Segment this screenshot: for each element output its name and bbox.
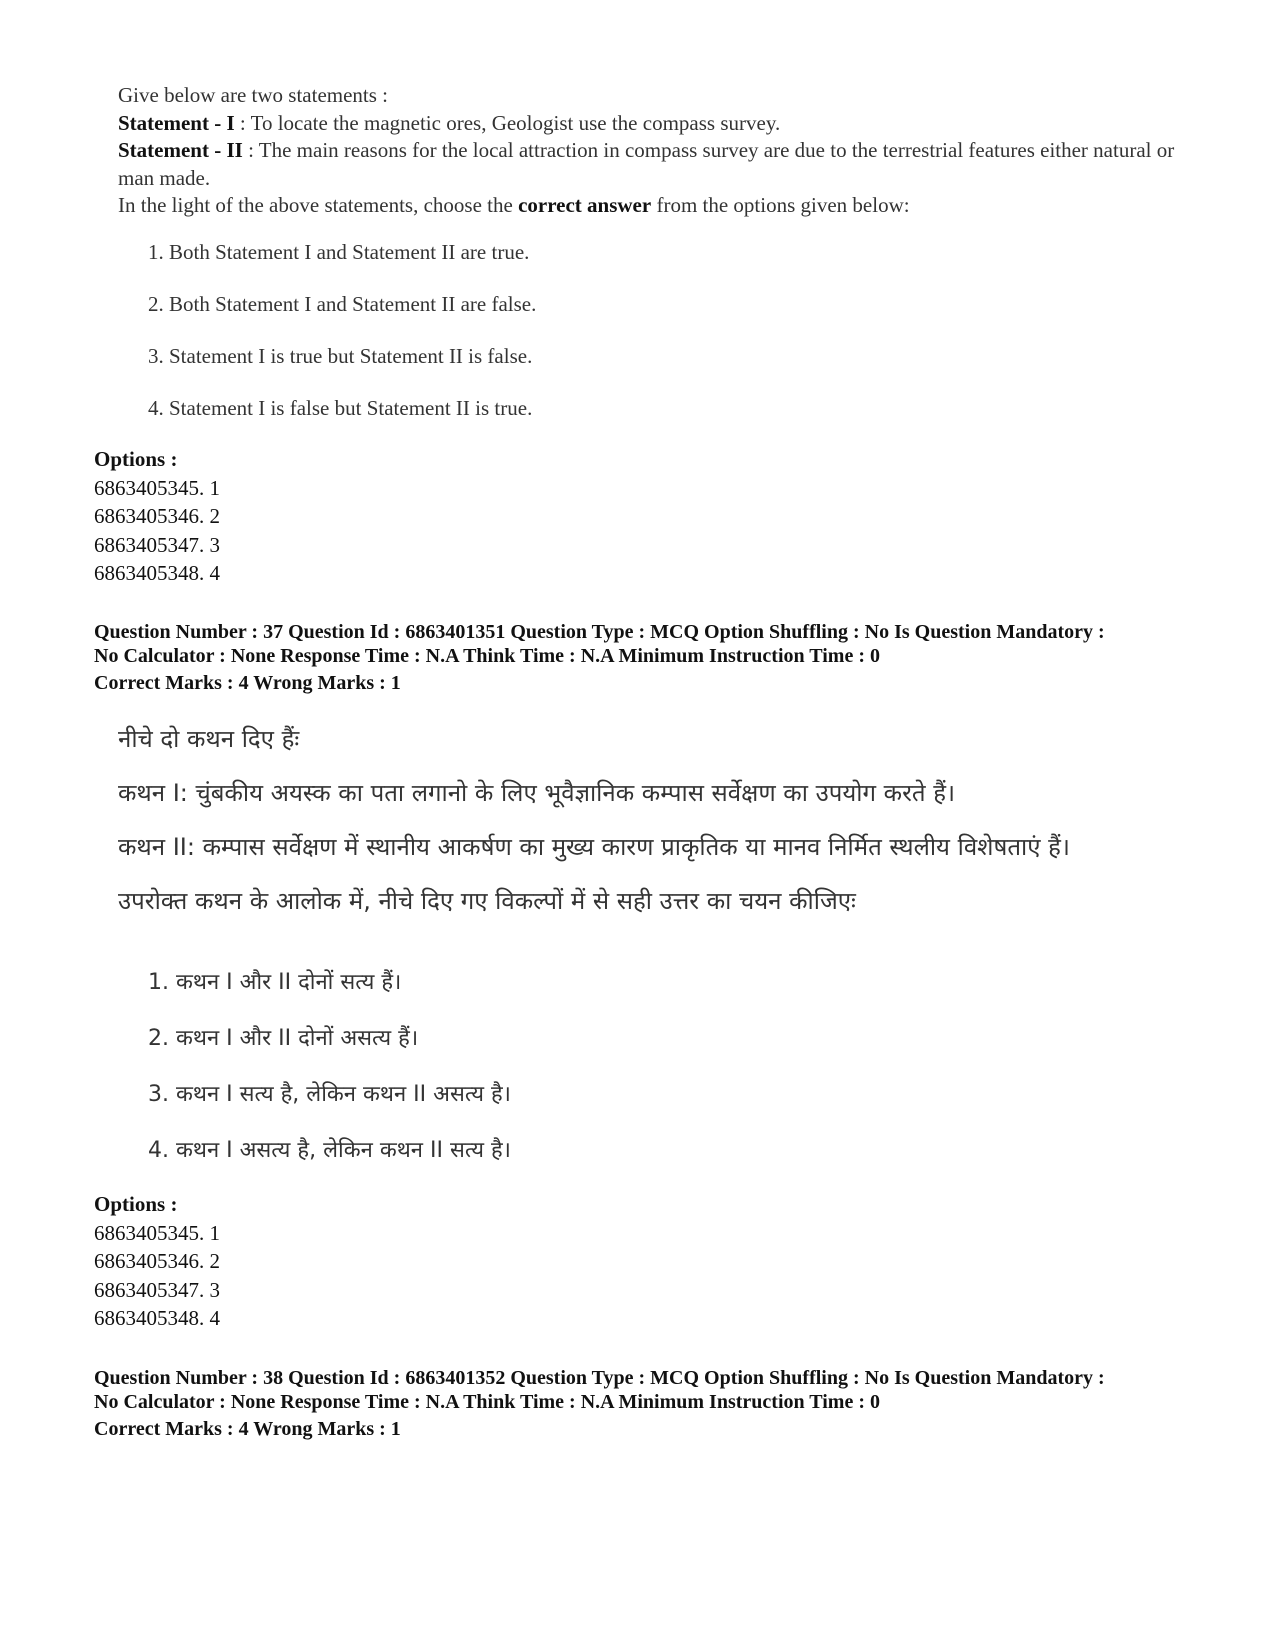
question-37-options: [94, 1190, 220, 1333]
option-item: 6863405347. 3: [94, 532, 220, 557]
hindi-statement-1: कथन I: चुंबकीय अयस्क का पता लगानो के लिए भूवैज्ञानिक कम्पास सर्वेक्षण का उपयोग करते हैं।: [118, 779, 956, 807]
hindi-intro: नीचे दो कथन दिए हैंः: [118, 725, 300, 753]
option-item: 6863405348. 4: [94, 1306, 220, 1330]
meta-line-2: No Calculator : None Response Time : N.A Think Time : N.A Minimum Instruction Time : 0: [94, 644, 880, 667]
choice-3: 3. Statement I is true but Statement II is false.: [148, 344, 533, 368]
meta-line-1: Question Number : 38 Question Id : 6863401352 Question Type : MCQ Option Shuffling : No Is Question Mandatory :: [94, 1367, 1105, 1389]
marks-line: Correct Marks : 4 Wrong Marks : 1: [94, 1418, 401, 1440]
hindi-instruction: उपरोक्त कथन के आलोक में, नीचे दिए गए विकल्पों में से सही उत्तर का चयन कीजिएः: [118, 887, 856, 915]
choice-2: 2. कथन I और II दोनों असत्य हैं।: [148, 1026, 419, 1051]
intro-line: Give below are two statements :: [118, 83, 389, 107]
choice-2: 2. Both Statement I and Statement II are false.: [148, 292, 537, 316]
statement-2: [118, 137, 1178, 192]
statement-2-label: Statement - II: [118, 138, 243, 162]
options-label: Options :: [94, 447, 178, 471]
statement-1: [118, 110, 1178, 138]
choice-1: 1. कथन I और II दोनों सत्य हैं।: [148, 970, 402, 995]
option-item: 6863405347. 3: [94, 1277, 220, 1302]
question-36-options: [94, 445, 220, 588]
marks-line: Correct Marks : 4 Wrong Marks : 1: [94, 672, 401, 694]
question-36-text: [118, 82, 1178, 220]
option-item: 6863405345. 1: [94, 475, 220, 500]
option-item: 6863405346. 2: [94, 504, 220, 528]
statement-1-text: : To locate the magnetic ores, Geologist use the compass survey.: [234, 110, 781, 135]
choice-4: 4. Statement I is false but Statement II is true.: [148, 396, 533, 420]
choice-4: 4. कथन I असत्य है, लेकिन कथन II सत्य है।: [148, 1138, 511, 1163]
hindi-statement-2: कथन II: कम्पास सर्वेक्षण में स्थानीय आकर्षण का मुख्य कारण प्राकृतिक या मानव निर्मित स्थलीय विशेषताएं हैं।: [118, 833, 1070, 861]
options-label: Options :: [94, 1192, 178, 1216]
question-38-meta: [94, 1367, 1204, 1442]
question-37-meta: [94, 621, 1204, 696]
statement-2-text: : The main reasons for the local attraction in compass survey are due to the terrestrial features either natural or man made.: [118, 138, 1175, 190]
option-item: 6863405346. 2: [94, 1249, 220, 1273]
statement-1-label: Statement - I: [118, 110, 235, 135]
instruction-line: In the light of the above statements, choose the correct answer from the options given below:: [118, 193, 910, 217]
correct-answer-emphasis: correct answer: [518, 193, 652, 217]
meta-line-2: No Calculator : None Response Time : N.A Think Time : N.A Minimum Instruction Time : 0: [94, 1390, 880, 1413]
option-item: 6863405348. 4: [94, 561, 220, 585]
choice-3: 3. कथन I सत्य है, लेकिन कथन II असत्य है।: [148, 1082, 511, 1107]
choice-1: 1. Both Statement I and Statement II are true.: [148, 240, 530, 264]
option-item: 6863405345. 1: [94, 1220, 220, 1245]
meta-line-1: Question Number : 37 Question Id : 6863401351 Question Type : MCQ Option Shuffling : No Is Question Mandatory :: [94, 621, 1105, 643]
